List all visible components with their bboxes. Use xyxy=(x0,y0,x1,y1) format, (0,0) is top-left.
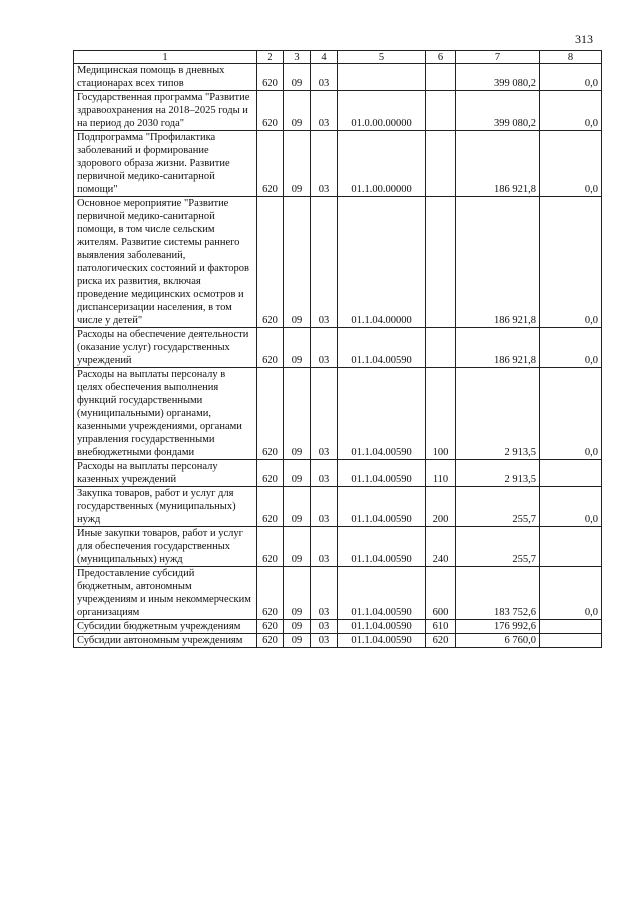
cell-col6: 610 xyxy=(426,620,456,634)
row-name-cell: Предоставление субсидий бюджетным, автономным учреждениям и иным некоммерческим организациям xyxy=(74,567,257,620)
cell-col3: 09 xyxy=(284,460,311,487)
cell-col6: 110 xyxy=(426,460,456,487)
cell-col2: 620 xyxy=(257,634,284,648)
cell-col3: 09 xyxy=(284,620,311,634)
cell-col8: 0,0 xyxy=(540,328,602,368)
cell-col2: 620 xyxy=(257,64,284,91)
header-cell: 4 xyxy=(311,51,338,64)
cell-col7: 186 921,8 xyxy=(456,197,540,328)
cell-col7: 186 921,8 xyxy=(456,131,540,197)
cell-col8 xyxy=(540,460,602,487)
cell-col4: 03 xyxy=(311,368,338,460)
header-cell: 6 xyxy=(426,51,456,64)
budget-table xyxy=(73,50,602,648)
header-cell: 1 xyxy=(74,51,257,64)
cell-col3: 09 xyxy=(284,634,311,648)
row-name-cell: Основное мероприятие "Развитие первичной медико-санитарной помощи, в том числе сельским жителям. Развитие системы раннего выявления заболеваний, патологических состояний и факторов риска их развития, включая проведение медицинских осмотров и диспансеризации населения, в том числе у детей" xyxy=(74,197,257,328)
cell-col3: 09 xyxy=(284,328,311,368)
table-row xyxy=(74,487,602,527)
cell-col4: 03 xyxy=(311,460,338,487)
table-row xyxy=(74,634,602,648)
row-name-cell: Подпрограмма "Профилактика заболеваний и формирование здорового образа жизни. Развитие первичной медико-санитарной помощи" xyxy=(74,131,257,197)
cell-col2: 620 xyxy=(257,131,284,197)
cell-col6 xyxy=(426,131,456,197)
cell-col4: 03 xyxy=(311,197,338,328)
table-row xyxy=(74,131,602,197)
table-row xyxy=(74,460,602,487)
cell-col8 xyxy=(540,634,602,648)
row-name-cell: Государственная программа "Развитие здравоохранения на 2018–2025 годы и на период до 2030 года" xyxy=(74,91,257,131)
cell-col7: 183 752,6 xyxy=(456,567,540,620)
cell-col2: 620 xyxy=(257,197,284,328)
cell-col3: 09 xyxy=(284,527,311,567)
table-row xyxy=(74,620,602,634)
cell-col5: 01.0.00.00000 xyxy=(338,91,426,131)
cell-col8 xyxy=(540,527,602,567)
row-name-cell: Закупка товаров, работ и услуг для государственных (муниципальных) нужд xyxy=(74,487,257,527)
cell-col7: 255,7 xyxy=(456,527,540,567)
header-cell: 8 xyxy=(540,51,602,64)
cell-col6: 620 xyxy=(426,634,456,648)
header-cell: 5 xyxy=(338,51,426,64)
cell-col6 xyxy=(426,64,456,91)
cell-col6: 100 xyxy=(426,368,456,460)
cell-col5: 01.1.04.00590 xyxy=(338,487,426,527)
header-cell: 3 xyxy=(284,51,311,64)
cell-col4: 03 xyxy=(311,328,338,368)
cell-col4: 03 xyxy=(311,487,338,527)
header-cell: 2 xyxy=(257,51,284,64)
cell-col5: 01.1.04.00590 xyxy=(338,620,426,634)
cell-col4: 03 xyxy=(311,91,338,131)
cell-col7: 186 921,8 xyxy=(456,328,540,368)
table-row xyxy=(74,91,602,131)
cell-col4: 03 xyxy=(311,620,338,634)
row-name-cell: Субсидии автономным учреждениям xyxy=(74,634,257,648)
cell-col5: 01.1.04.00590 xyxy=(338,460,426,487)
header-cell: 7 xyxy=(456,51,540,64)
cell-col4: 03 xyxy=(311,567,338,620)
cell-col2: 620 xyxy=(257,91,284,131)
cell-col3: 09 xyxy=(284,368,311,460)
cell-col5: 01.1.04.00000 xyxy=(338,197,426,328)
page-number: 313 xyxy=(575,32,593,46)
cell-col6 xyxy=(426,328,456,368)
cell-col4: 03 xyxy=(311,64,338,91)
cell-col8: 0,0 xyxy=(540,131,602,197)
cell-col8: 0,0 xyxy=(540,368,602,460)
cell-col7: 399 080,2 xyxy=(456,64,540,91)
row-name-cell: Расходы на обеспечение деятельности (оказание услуг) государственных учреждений xyxy=(74,328,257,368)
cell-col7: 176 992,6 xyxy=(456,620,540,634)
cell-col3: 09 xyxy=(284,567,311,620)
cell-col3: 09 xyxy=(284,197,311,328)
cell-col2: 620 xyxy=(257,527,284,567)
cell-col2: 620 xyxy=(257,328,284,368)
row-name-cell: Расходы на выплаты персоналу в целях обеспечения выполнения функций государственными (муниципальными) органами, казенными учреждениями, органами управления государственными внебюджетными фондами xyxy=(74,368,257,460)
cell-col2: 620 xyxy=(257,460,284,487)
cell-col8: 0,0 xyxy=(540,487,602,527)
cell-col8: 0,0 xyxy=(540,64,602,91)
cell-col2: 620 xyxy=(257,368,284,460)
cell-col6: 240 xyxy=(426,527,456,567)
cell-col8: 0,0 xyxy=(540,567,602,620)
cell-col3: 09 xyxy=(284,64,311,91)
cell-col8: 0,0 xyxy=(540,197,602,328)
cell-col3: 09 xyxy=(284,91,311,131)
table-row xyxy=(74,567,602,620)
cell-col7: 2 913,5 xyxy=(456,368,540,460)
cell-col2: 620 xyxy=(257,487,284,527)
table-header-row xyxy=(74,51,602,64)
cell-col8 xyxy=(540,620,602,634)
cell-col6: 200 xyxy=(426,487,456,527)
cell-col7: 255,7 xyxy=(456,487,540,527)
cell-col5 xyxy=(338,64,426,91)
cell-col4: 03 xyxy=(311,527,338,567)
cell-col8: 0,0 xyxy=(540,91,602,131)
cell-col7: 2 913,5 xyxy=(456,460,540,487)
cell-col5: 01.1.04.00590 xyxy=(338,328,426,368)
table-row xyxy=(74,368,602,460)
cell-col6 xyxy=(426,197,456,328)
cell-col4: 03 xyxy=(311,131,338,197)
cell-col5: 01.1.04.00590 xyxy=(338,634,426,648)
row-name-cell: Субсидии бюджетным учреждениям xyxy=(74,620,257,634)
cell-col3: 09 xyxy=(284,487,311,527)
cell-col4: 03 xyxy=(311,634,338,648)
cell-col5: 01.1.04.00590 xyxy=(338,527,426,567)
row-name-cell: Расходы на выплаты персоналу казенных учреждений xyxy=(74,460,257,487)
cell-col6 xyxy=(426,91,456,131)
cell-col2: 620 xyxy=(257,620,284,634)
row-name-cell: Медицинская помощь в дневных стационарах всех типов xyxy=(74,64,257,91)
cell-col5: 01.1.00.00000 xyxy=(338,131,426,197)
cell-col2: 620 xyxy=(257,567,284,620)
cell-col5: 01.1.04.00590 xyxy=(338,567,426,620)
cell-col6: 600 xyxy=(426,567,456,620)
row-name-cell: Иные закупки товаров, работ и услуг для обеспечения государственных (муниципальных) нужд xyxy=(74,527,257,567)
cell-col7: 6 760,0 xyxy=(456,634,540,648)
table-row xyxy=(74,527,602,567)
table-row xyxy=(74,197,602,328)
cell-col3: 09 xyxy=(284,131,311,197)
table-row xyxy=(74,328,602,368)
cell-col5: 01.1.04.00590 xyxy=(338,368,426,460)
table-row xyxy=(74,64,602,91)
cell-col7: 399 080,2 xyxy=(456,91,540,131)
